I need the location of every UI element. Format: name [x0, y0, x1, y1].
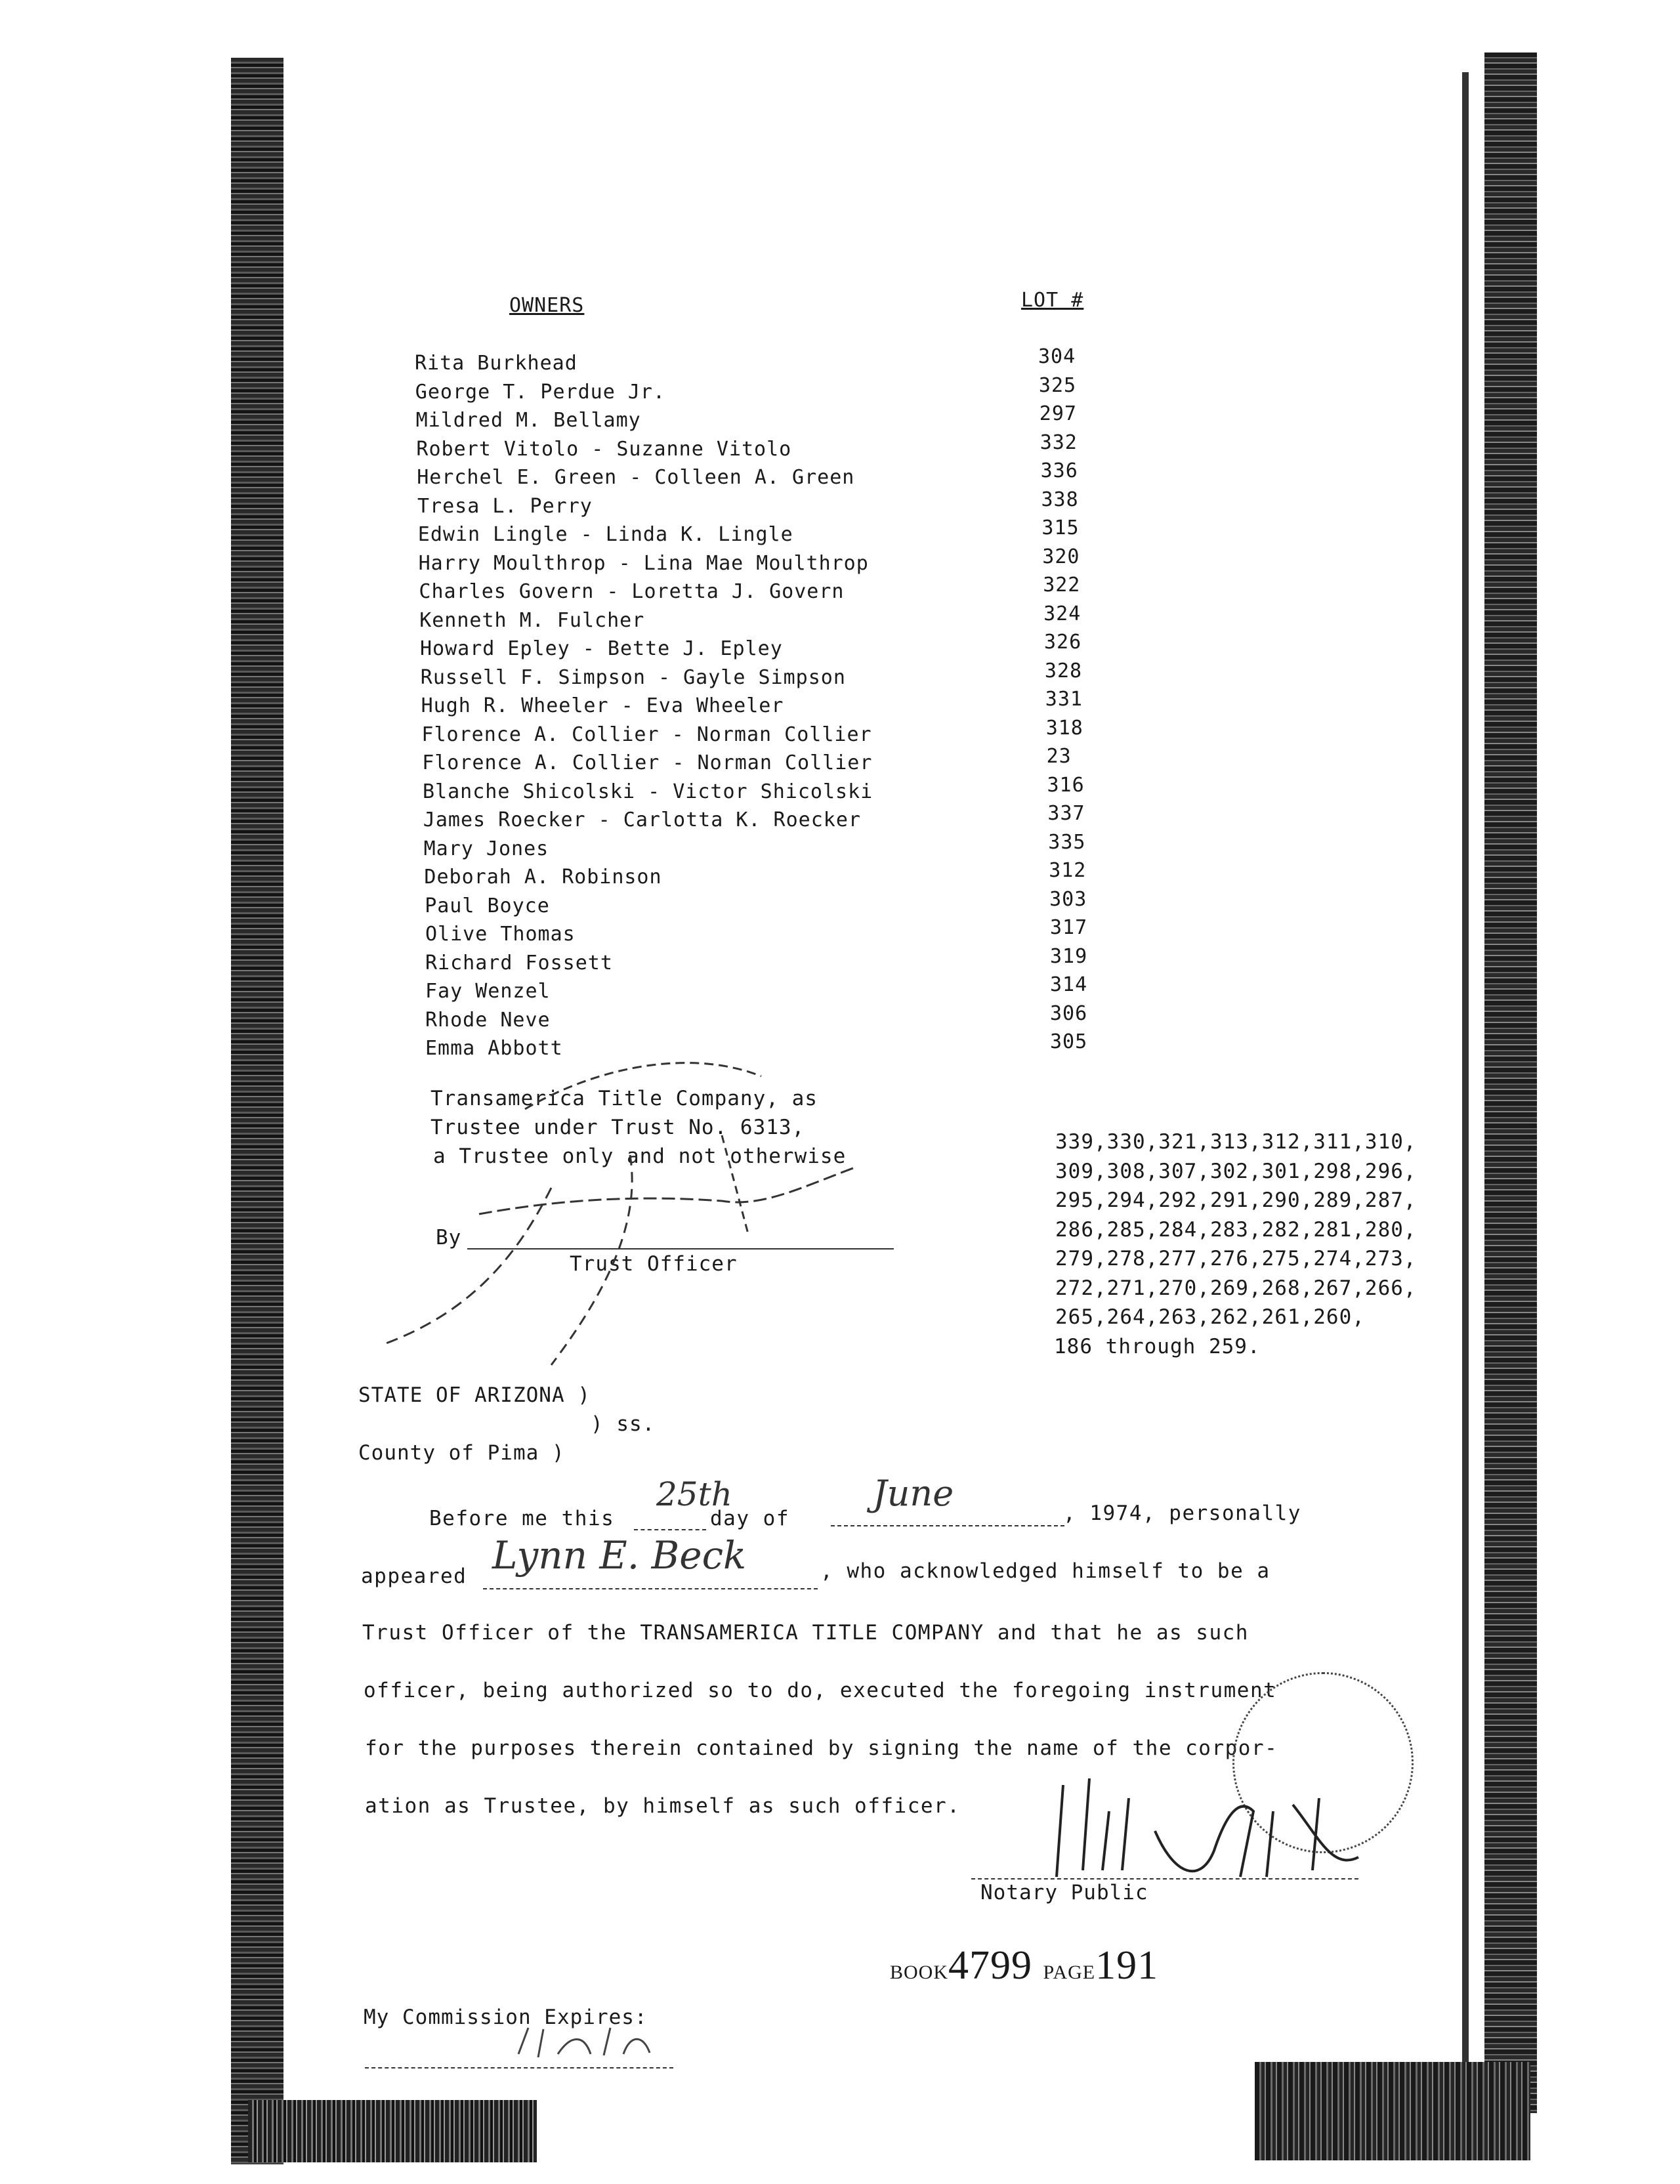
by-label: By [436, 1226, 462, 1250]
venue-county: County of Pima ) [358, 1441, 565, 1465]
owner-name: Paul Boyce [425, 894, 550, 917]
owner-lot-number: 322 [1043, 574, 1081, 597]
owner-name: Robert Vitolo - Suzanne Vitolo [416, 437, 792, 461]
ack-line-purposes: for the purposes therein contained by signing the name of the corpor- [365, 1736, 1278, 1760]
month-line [831, 1525, 1064, 1526]
month-handwritten: June [873, 1473, 954, 1514]
owner-name: Rita Burkhead [415, 352, 578, 375]
owner-name: Mary Jones [423, 837, 549, 860]
owner-name: Russell F. Simpson - Gayle Simpson [420, 665, 846, 689]
owner-name: George T. Perdue Jr. [415, 380, 666, 404]
trustee-signature [354, 1037, 919, 1378]
owner-name: Howard Epley - Bette J. Epley [420, 637, 783, 660]
owner-name: Herchel E. Green - Colleen A. Green [417, 466, 855, 489]
owner-lot-number: 331 [1045, 688, 1083, 711]
commission-label: My Commission Expires: [364, 2006, 648, 2029]
ack-day-of: day of [710, 1507, 789, 1530]
ack-year: , 1974, personally [1063, 1502, 1301, 1525]
owner-lot-number: 303 [1049, 887, 1087, 911]
ack-appeared: appeared [361, 1564, 467, 1588]
owners-header: OWNERS [509, 294, 585, 317]
scan-border-bottom-left [248, 2100, 537, 2162]
book-page-stamp [890, 1942, 1158, 1989]
owner-name: Florence A. Collier - Norman Collier [422, 751, 873, 774]
owner-name: Olive Thomas [425, 923, 576, 946]
ack-line-trust-officer: Trust Officer of the TRANSAMERICA TITLE COMPANY and that he as such [362, 1621, 1249, 1645]
scan-border-bottom-right [1255, 2062, 1530, 2160]
owner-name: Kenneth M. Fulcher [419, 608, 645, 632]
notary-line [971, 1878, 1358, 1880]
venue-state: STATE OF ARIZONA ) [358, 1383, 591, 1407]
ack-before-me: Before me this [429, 1507, 615, 1530]
owner-name: Rhode Neve [425, 1008, 551, 1032]
owner-name: Emma Abbott [425, 1037, 563, 1060]
trustee-lot-line: 339,330,321,313,312,311,310, [1055, 1130, 1417, 1154]
owner-lot-number: 316 [1047, 773, 1085, 797]
commission-line [365, 2067, 673, 2068]
scan-border-left [231, 58, 284, 2164]
owner-lot-number: 336 [1040, 459, 1078, 482]
scan-border-right [1484, 52, 1537, 2113]
owner-lot-number: 315 [1041, 516, 1080, 539]
trustee-line-3: a Trustee only and not otherwise [433, 1144, 847, 1168]
trustee-lot-line: 265,264,263,262,261,260, [1055, 1305, 1365, 1329]
page-label: PAGE [1043, 1962, 1096, 1983]
trustee-lot-line: 186 through 259. [1054, 1334, 1261, 1358]
trustee-lot-line: 286,285,284,283,282,281,280, [1055, 1217, 1417, 1242]
owner-lot-number: 318 [1045, 716, 1083, 740]
owner-name: Blanche Shicolski - Victor Shicolski [423, 780, 873, 803]
owner-lot-number: 326 [1044, 631, 1082, 654]
ack-acknowledged: , who acknowledged himself to be a [820, 1559, 1270, 1583]
name-line [483, 1588, 818, 1589]
owner-lot-number: 297 [1039, 402, 1077, 425]
ack-line-ation: ation as Trustee, by himself as such officer. [365, 1794, 961, 1818]
book-label: BOOK [890, 1962, 949, 1983]
owner-lot-number: 306 [1050, 1001, 1088, 1025]
owner-lot-number: 337 [1047, 802, 1085, 825]
owner-lot-number: 325 [1038, 373, 1077, 397]
owner-lot-number: 319 [1050, 944, 1088, 968]
trustee-lot-line: 272,271,270,269,268,267,266, [1055, 1276, 1417, 1300]
owner-name: Charles Govern - Loretta J. Govern [419, 580, 845, 603]
book-number: 4799 [948, 1943, 1033, 1988]
owner-name: Mildred M. Bellamy [415, 409, 641, 432]
ack-line-officer: officer, being authorized so to do, executed the foregoing instrument [364, 1679, 1277, 1702]
lot-header: LOT # [1021, 289, 1084, 312]
owner-lot-number: 317 [1050, 916, 1088, 939]
owner-name: James Roecker - Carlotta K. Roecker [423, 808, 861, 831]
owner-lot-number: 332 [1040, 430, 1078, 454]
owner-name: Richard Fossett [425, 951, 613, 975]
name-handwritten: Lynn E. Beck [492, 1533, 747, 1578]
owner-lot-number: 314 [1050, 973, 1088, 996]
trust-officer-label: Trust Officer [570, 1252, 738, 1276]
owner-lot-number: 338 [1041, 488, 1079, 511]
owner-lot-number: 23 [1046, 745, 1072, 768]
owner-name: Deborah A. Robinson [424, 866, 662, 889]
owner-lot-number: 304 [1038, 345, 1076, 368]
day-handwritten: 25th [656, 1475, 732, 1513]
trustee-lot-line: 295,294,292,291,290,289,287, [1055, 1188, 1417, 1212]
day-line [634, 1529, 706, 1530]
trustee-line-2: Trustee under Trust No. 6313, [430, 1116, 805, 1139]
venue-ss: ) ss. [591, 1412, 656, 1436]
notary-public-label: Notary Public [980, 1881, 1148, 1904]
owner-lot-number: 328 [1044, 659, 1083, 682]
owner-name: Hugh R. Wheeler - Eva Wheeler [421, 694, 784, 717]
scan-border-right-inner [1462, 72, 1469, 2074]
owner-lot-number: 335 [1048, 830, 1086, 854]
owner-name: Fay Wenzel [425, 980, 551, 1003]
trustee-lot-line: 309,308,307,302,301,298,296, [1055, 1159, 1417, 1183]
owner-name: Edwin Lingle - Linda K. Lingle [417, 523, 793, 546]
owner-lot-number: 324 [1043, 602, 1082, 625]
owner-lot-number: 305 [1050, 1030, 1088, 1053]
owner-name: Tresa L. Perry [417, 494, 593, 518]
owner-name: Florence A. Collier - Norman Collier [421, 723, 872, 746]
owner-name: Harry Moulthrop - Lina Mae Moulthrop [418, 551, 869, 575]
commission-date-handwritten [512, 2021, 669, 2067]
owner-lot-number: 312 [1049, 859, 1087, 882]
trustee-lot-line: 279,278,277,276,275,274,273, [1055, 1247, 1417, 1270]
page-number: 191 [1095, 1943, 1159, 1988]
trustee-line-1: Transamerica Title Company, as [430, 1087, 818, 1110]
owner-lot-number: 320 [1042, 545, 1080, 568]
